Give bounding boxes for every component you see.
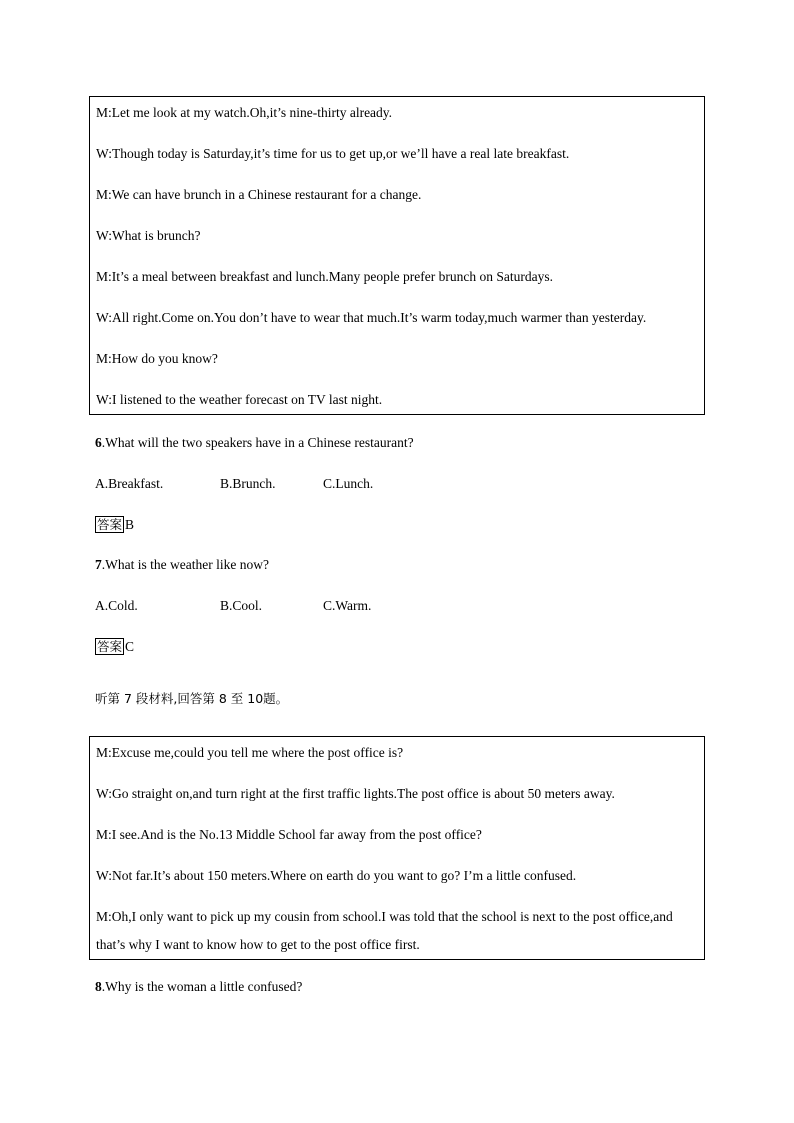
dialogue-line: M:Let me look at my watch.Oh,it’s nine-thirty already.	[96, 105, 393, 120]
dialogue-line: W:All right.Come on.You don’t have to wear that much.It’s warm today,much warmer than yesterday.	[96, 310, 647, 325]
answer-6	[95, 516, 134, 534]
answer-tag: 答案	[97, 517, 123, 532]
dialogue-line: M:Excuse me,could you tell me where the post office is?	[96, 745, 404, 760]
question-text: .What will the two speakers have in a Chinese restaurant?	[101, 435, 414, 450]
option-b: B.Brunch.	[220, 476, 276, 491]
dialogue-line: that’s why I want to know how to get to the post office first.	[96, 937, 420, 952]
answer-tag: 答案	[97, 639, 123, 654]
option-c: C.Lunch.	[323, 476, 374, 491]
answer-7	[95, 638, 134, 656]
dialogue-line: M:It’s a meal between breakfast and lunch.Many people prefer brunch on Saturdays.	[96, 269, 553, 284]
question-number: 7	[95, 557, 102, 572]
option-a: A.Breakfast.	[95, 476, 164, 491]
dialogue-line: W:I listened to the weather forecast on TV last night.	[96, 392, 383, 407]
dialogue-line: M:I see.And is the No.13 Middle School far away from the post office?	[96, 827, 482, 842]
section-instruction: 听第 7 段材料,回答第 8 至 10题。	[95, 691, 289, 706]
option-a: A.Cold.	[95, 598, 138, 613]
question-number: 8	[95, 979, 102, 994]
dialogue-line: W:What is brunch?	[96, 228, 201, 243]
question-8	[95, 978, 302, 996]
question-6	[95, 434, 414, 452]
question-number: 6	[95, 435, 102, 450]
dialogue-line: M:How do you know?	[96, 351, 218, 366]
dialogue-line: M:We can have brunch in a Chinese restaurant for a change.	[96, 187, 422, 202]
dialogue-line: W:Though today is Saturday,it’s time for us to get up,or we’ll have a real late breakfast.	[96, 146, 570, 161]
dialogue-line: W:Not far.It’s about 150 meters.Where on earth do you want to go? I’m a little confused.	[96, 868, 577, 883]
question-7	[95, 556, 269, 574]
dialogue-box-1	[89, 96, 705, 415]
dialogue-line: W:Go straight on,and turn right at the first traffic lights.The post office is about 50 meters away.	[96, 786, 615, 801]
option-c: C.Warm.	[323, 598, 372, 613]
dialogue-line: M:Oh,I only want to pick up my cousin from school.I was told that the school is next to the post office,and	[96, 909, 673, 924]
answer-value: C	[125, 639, 135, 654]
option-b: B.Cool.	[220, 598, 263, 613]
dialogue-box-2	[89, 736, 705, 960]
question-text: .What is the weather like now?	[101, 557, 269, 572]
answer-value: B	[125, 517, 135, 532]
question-text: .Why is the woman a little confused?	[101, 979, 303, 994]
